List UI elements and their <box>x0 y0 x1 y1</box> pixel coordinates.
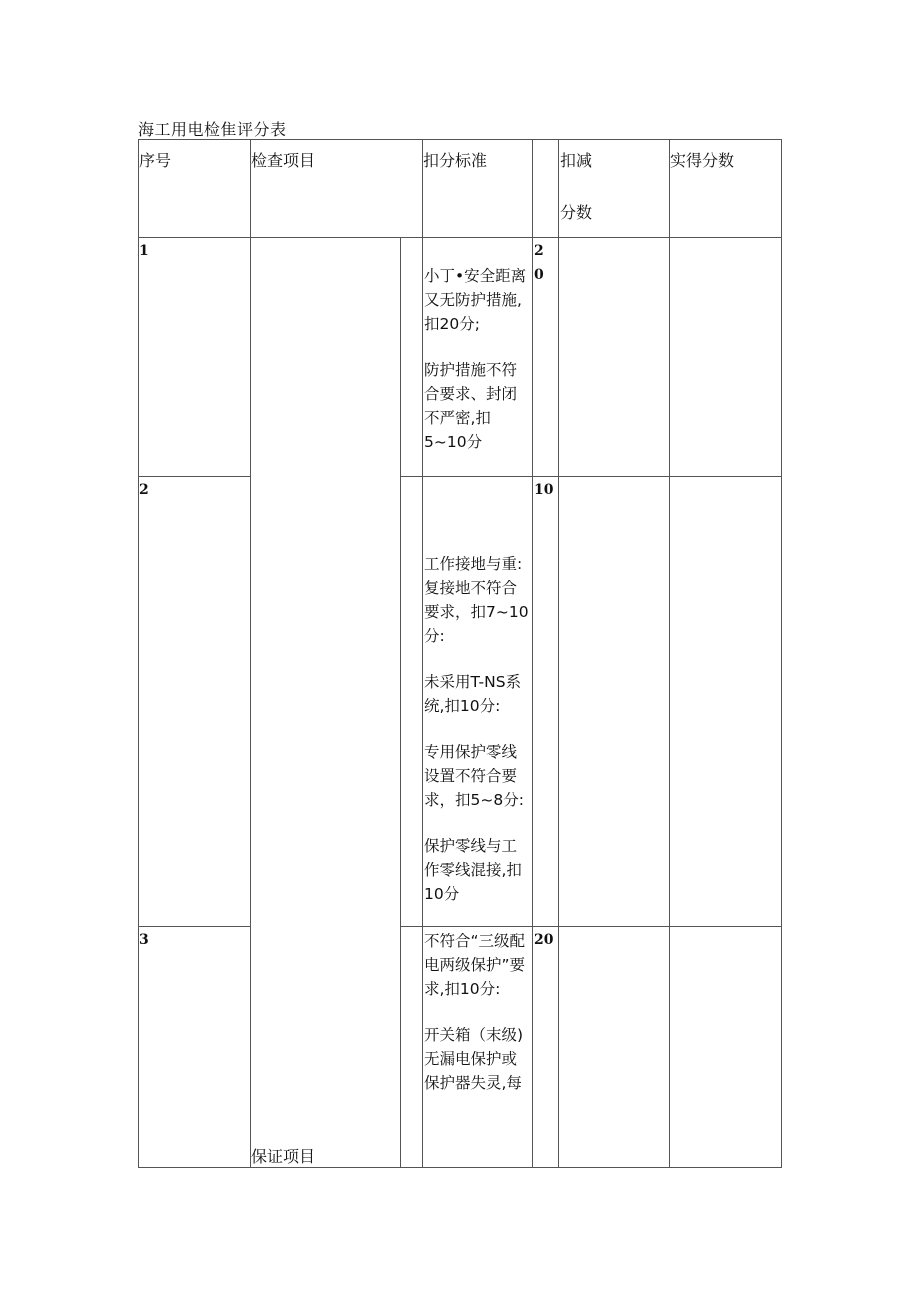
row2-criteria-2: 未采用T-NS系统,扣10分: <box>424 673 522 715</box>
row1-bottom-line <box>138 476 250 477</box>
col-divider-deduct <box>669 139 670 1168</box>
row3-seq: 3 <box>139 932 149 948</box>
row3-criteria-1: 不符合“三级配电两级保护”要求,扣10分: <box>424 932 526 998</box>
row2-bottom-line-right <box>400 926 782 927</box>
row1-points-b: 0 <box>534 267 544 283</box>
col-divider-item <box>422 139 423 1168</box>
col-divider-seq <box>250 139 251 1168</box>
row1-criteria <box>424 264 532 454</box>
col-divider-points <box>558 139 559 1168</box>
row1-seq: 1 <box>139 243 149 259</box>
table-border-top <box>138 139 782 140</box>
row3-points: 20 <box>534 932 554 948</box>
row1-bottom-line-right <box>400 476 782 477</box>
header-deduct-line2: 分数 <box>560 203 593 222</box>
row1-criteria-2: 防护措施不符合要求、封闭不严密,扣5~10分 <box>424 361 518 451</box>
row3-criteria-2: 开关箱（末级)无漏电保护或保护器失灵,每 <box>424 1026 524 1092</box>
header-actual: 实得分数 <box>670 151 735 170</box>
col-divider-item-inner <box>400 237 401 1168</box>
table-border-left <box>138 139 139 1168</box>
table-border-right <box>781 139 782 1168</box>
row3-criteria <box>424 929 532 1095</box>
col-divider-criteria <box>532 139 533 1168</box>
header-seq: 序号 <box>139 151 172 170</box>
row1-points-a: 2 <box>534 243 544 259</box>
header-item: 检查项目 <box>251 151 316 170</box>
row1-criteria-1: 小丁•安全距离又无防护措施,扣20分; <box>424 267 527 333</box>
row2-criteria <box>424 552 532 906</box>
header-criteria: 扣分标准 <box>423 151 488 170</box>
row2-bottom-line <box>138 926 250 927</box>
header-bottom-line <box>138 237 782 238</box>
row2-points: 10 <box>534 482 554 498</box>
table-border-bottom <box>138 1167 782 1168</box>
row2-criteria-3: 专用保护零线设置不符合要求，扣5~8分: <box>424 743 524 809</box>
header-deduct-line1: 扣减 <box>560 151 593 170</box>
document-title: 海工用电检隹评分表 <box>138 120 287 139</box>
category-label: 保证项目 <box>251 1147 316 1166</box>
row2-seq: 2 <box>139 482 149 498</box>
row2-criteria-1: 工作接地与重:复接地不符合要求，扣7~10分: <box>424 555 529 645</box>
row2-criteria-4: 保护零线与工作零线混接,扣10分 <box>424 837 522 903</box>
